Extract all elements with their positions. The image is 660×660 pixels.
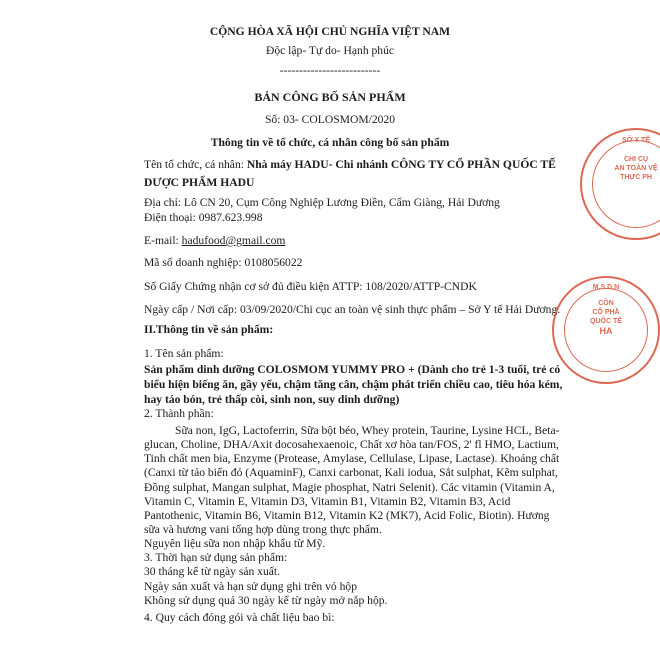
email-link[interactable]: hadufood@gmail.com bbox=[181, 234, 286, 247]
org-email-line bbox=[144, 234, 285, 248]
stamp-text: CÔN bbox=[598, 300, 614, 307]
document-number: Số: 03- COLOSMOM/2020 bbox=[264, 113, 396, 126]
product-section-title: II.Thông tin về sản phẩm: bbox=[144, 323, 274, 336]
org-certificate: Số Giấy Chứng nhận cơ sở đủ điều kiện ATTP: 108/2020/ATTP-CNDK bbox=[144, 280, 477, 293]
org-name: Nhà máy HADU- Chi nhánh CÔNG TY CỔ PHẦN QUỐC TẾ bbox=[246, 158, 556, 171]
ingredients-line: Vitamin C, Vitamin E, Vitamin D3, Vitamin B1, Vitamin B2, Vitamin B3, Acid bbox=[144, 495, 511, 508]
stamp-text: THỰC PH bbox=[620, 174, 652, 181]
header-divider: -------------------------- bbox=[279, 64, 381, 77]
org-tax-code: Mã số doanh nghiệp: 0108056022 bbox=[144, 256, 303, 269]
nation-header: CỘNG HÒA XÃ HỘI CHỦ NGHĨA VIỆT NAM bbox=[209, 25, 451, 38]
ingredients-line: (Canxi từ tảo biển đỏ (AquaminF), Canxi carbonat, Kali iodua, Sắt sulphat, Kẽm sulphat, bbox=[144, 466, 558, 479]
ingredients-heading: 2. Thành phần: bbox=[144, 407, 214, 420]
org-name-line1 bbox=[144, 158, 556, 172]
org-certificate-issue: Ngày cấp / Nơi cấp: 03/09/2020/Chi cục an toàn vệ sinh thực phẩm – Sở Y tế Hải Dương. bbox=[144, 303, 561, 316]
stamp-text: QUỐC TẾ bbox=[590, 318, 622, 325]
motto: Độc lập- Tự do- Hạnh phúc bbox=[265, 44, 395, 57]
shelf-life-line: 30 tháng kể từ ngày sản xuất. bbox=[144, 565, 281, 578]
product-name-line3: hay táo bón, trẻ thấp còi, sinh non, suy dinh dưỡng) bbox=[144, 393, 400, 406]
stamp-text: HA bbox=[599, 326, 613, 336]
org-section-title: Thông tin về tổ chức, cá nhân công bố sản phẩm bbox=[210, 136, 450, 149]
stamp-text: CỔ PHẦ bbox=[592, 309, 620, 316]
shelf-life-line: Ngày sản xuất và hạn sử dụng ghi trên vỏ hộp bbox=[144, 580, 358, 593]
org-address: Địa chỉ: Lô CN 20, Cụm Công Nghiệp Lương Điền, Cẩm Giàng, Hải Dương bbox=[144, 196, 500, 209]
ingredients-line: Đồng sulphat, Mangan sulphat, Magie phosphat, Natri Selenit). Các vitamin (Vitamin A, bbox=[144, 481, 555, 494]
stamp-text: CHI CỤ bbox=[623, 156, 649, 163]
ingredients-line: Pantothenic, Vitamin B6, Vitamin B12, Vitamin K2 (MK7), Acid Folic, Biotin). Hương bbox=[144, 509, 550, 522]
org-name-line2: DƯỢC PHẨM HADU bbox=[144, 176, 255, 189]
ingredients-line: Tinh chất men bia, Enzyme (Protease, Amylase, Cellulase, Lipase, Lactase). Khoáng chất bbox=[144, 452, 560, 465]
ingredients-line: Sữa non, IgG, Lactoferrin, Sữa bột béo, Whey protein, Taurine, Lysine HCL, Beta- bbox=[175, 424, 560, 437]
product-name-heading: 1. Tên sản phẩm: bbox=[144, 347, 224, 360]
stamp-text: AN TOÀN VỆ bbox=[614, 165, 658, 172]
document-title: BẢN CÔNG BỐ SẢN PHẨM bbox=[254, 90, 406, 104]
org-phone: Điện thoại: 0987.623.998 bbox=[144, 211, 263, 224]
shelf-life-heading: 3. Thời hạn sử dụng sản phẩm: bbox=[144, 551, 288, 564]
shelf-life-line: Không sử dụng quá 30 ngày kể từ ngày mở nắp hộp. bbox=[144, 594, 388, 607]
org-name-label: Tên tổ chức, cá nhân: bbox=[144, 158, 247, 171]
product-name-line2: biểu hiện biếng ăn, gầy yếu, chậm tăng cân, chậm phát triển chiều cao, tiêu hóa kém, bbox=[144, 378, 563, 391]
official-stamp-mid bbox=[552, 276, 660, 384]
email-label: E-mail: bbox=[144, 234, 182, 247]
stamp-ring-text: SỞ Y TẾ bbox=[622, 137, 650, 144]
ingredients-line: sữa và hương vani tổng hợp dùng trong thực phẩm. bbox=[144, 523, 382, 536]
packing-heading: 4. Quy cách đóng gói và chất liệu bao bì: bbox=[144, 611, 335, 624]
ingredients-line: glucan, Choline, DHA/Axit docosahexaenoic, Chất xơ hòa tan/FOS, 2' fl HMO, Lactium, bbox=[144, 438, 559, 451]
ingredients-origin: Nguyên liệu sữa non nhập khẩu từ Mỹ. bbox=[144, 537, 326, 550]
stamp-ring-text: M.S.D.N bbox=[592, 284, 620, 291]
product-name-line1: Sản phẩm dinh dưỡng COLOSMOM YUMMY PRO + (Dành cho trẻ 1-3 tuổi, trẻ có bbox=[144, 363, 561, 376]
